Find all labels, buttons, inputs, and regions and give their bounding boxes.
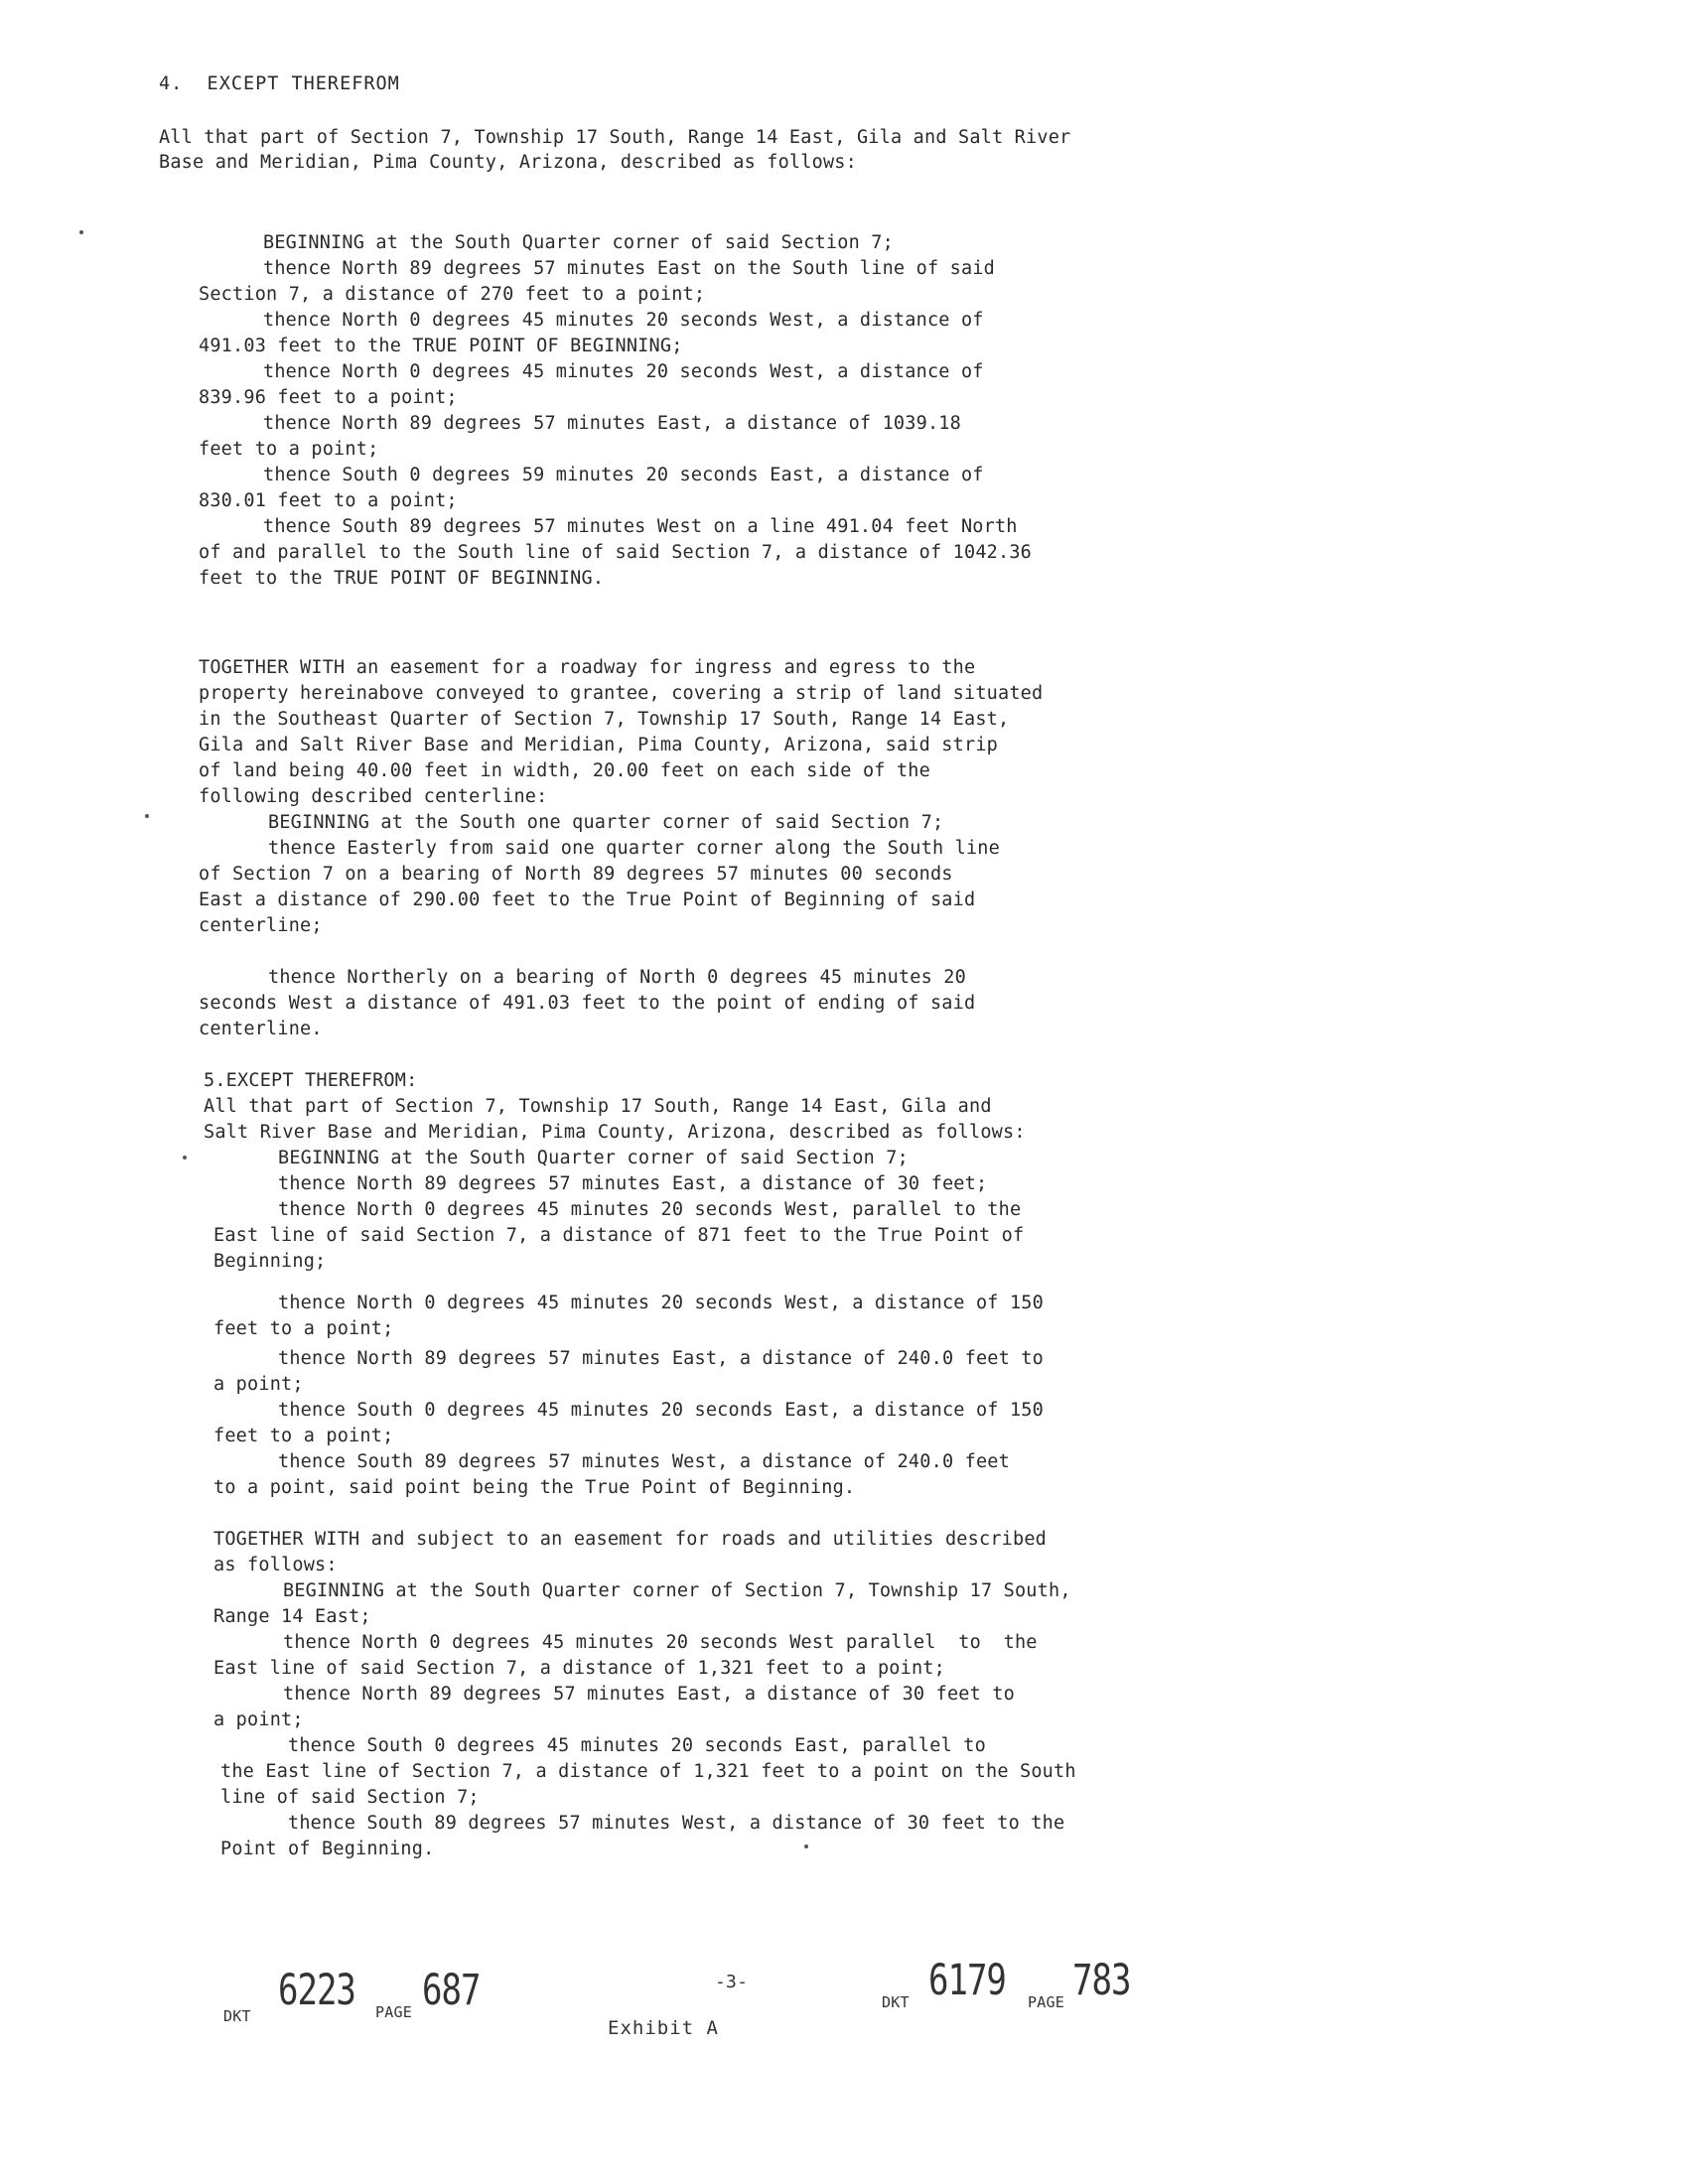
together-2-line: BEGINNING at the South Quarter corner of Section 7, Township 17 South, — [283, 1580, 1071, 1601]
margin-mark — [183, 1156, 187, 1160]
section-4-line: thence North 89 degrees 57 minutes East, a distance of 1039.18 — [263, 413, 961, 434]
page-marker: -3- — [715, 1972, 749, 1992]
section-5-line: a point; — [213, 1374, 304, 1395]
together-1-line: BEGINNING at the South one quarter corner of said Section 7; — [268, 812, 944, 833]
together-1-line: following described centerline: — [199, 786, 548, 807]
together-2-line: TOGETHER WITH and subject to an easement for roads and utilities described — [213, 1529, 1048, 1550]
section-5-line: feet to a point; — [213, 1318, 394, 1339]
together-2-line: thence North 0 degrees 45 minutes 20 seconds West parallel to the — [283, 1632, 1038, 1653]
section-5-line: Salt River Base and Meridian, Pima County, Arizona, described as follows: — [204, 1122, 1026, 1143]
left-page-number: 687 — [422, 1966, 481, 2015]
together-1-line: TOGETHER WITH an easement for a roadway for ingress and egress to the — [199, 657, 976, 678]
together-1-line: Gila and Salt River Base and Meridian, Pima County, Arizona, said strip — [199, 735, 998, 755]
margin-mark — [145, 814, 149, 818]
together-2-line: the East line of Section 7, a distance of 1,321 feet to a point on the South — [220, 1761, 1076, 1782]
together-1-line: thence Easterly from said one quarter corner along the South line — [268, 838, 1000, 859]
margin-mark — [79, 230, 83, 234]
section-5-line: to a point, said point being the True Point of Beginning. — [213, 1477, 856, 1498]
together-2-line: as follows: — [213, 1555, 338, 1575]
section-5-heading: 5.EXCEPT THEREFROM: — [204, 1070, 418, 1091]
section-5-line: feet to a point; — [213, 1426, 394, 1446]
section-4-line: feet to the TRUE POINT OF BEGINNING. — [199, 568, 605, 589]
left-page-label: PAGE — [375, 2003, 412, 2021]
section-4-line: 839.96 feet to a point; — [199, 387, 458, 408]
section-4-line: thence North 0 degrees 45 minutes 20 seconds West, a distance of — [263, 361, 984, 382]
section-4-line: Base and Meridian, Pima County, Arizona, described as follows: — [159, 152, 857, 173]
section-5-line: BEGINNING at the South Quarter corner of said Section 7; — [278, 1148, 909, 1168]
section-4-line: feet to a point; — [199, 439, 379, 460]
together-2-line: East line of said Section 7, a distance of 1,321 feet to a point; — [213, 1658, 945, 1679]
right-page-number: 783 — [1072, 1956, 1131, 2005]
together-2-line: Point of Beginning. — [220, 1839, 435, 1859]
section-4-line: of and parallel to the South line of said Section 7, a distance of 1042.36 — [199, 542, 1033, 563]
together-1-line: East a distance of 290.00 feet to the True Point of Beginning of said — [199, 889, 976, 910]
section-5-line: thence North 0 degrees 45 minutes 20 seconds West, parallel to the — [278, 1199, 1022, 1220]
together-2-line: thence South 0 degrees 45 minutes 20 seconds East, parallel to — [288, 1735, 986, 1756]
right-docket-number: 6179 — [928, 1956, 1006, 2005]
section-5-line: thence North 89 degrees 57 minutes East, a distance of 30 feet; — [278, 1173, 988, 1194]
together-1-line: seconds West a distance of 491.03 feet to the point of ending of said — [199, 993, 976, 1014]
together-2-line: line of said Section 7; — [220, 1787, 480, 1808]
section-4-line: 491.03 feet to the TRUE POINT OF BEGINNING; — [199, 336, 683, 356]
right-docket-prefix: DKT — [882, 1993, 910, 2011]
right-page-label: PAGE — [1028, 1993, 1064, 2011]
section-4-line: All that part of Section 7, Township 17 South, Range 14 East, Gila and Salt River — [159, 127, 1071, 148]
section-4-line: thence North 0 degrees 45 minutes 20 seconds West, a distance of — [263, 310, 984, 331]
section-4-line: 830.01 feet to a point; — [199, 490, 458, 511]
section-5-line: East line of said Section 7, a distance of 871 feet to the True Point of — [213, 1225, 1025, 1246]
together-1-line: centerline. — [199, 1019, 323, 1039]
left-docket-prefix: DKT — [223, 2007, 251, 2025]
section-5-line: thence North 0 degrees 45 minutes 20 seconds West, a distance of 150 — [278, 1293, 1044, 1313]
section-5-line: Beginning; — [213, 1251, 327, 1272]
together-1-line: of Section 7 on a bearing of North 89 degrees 57 minutes 00 seconds — [199, 864, 953, 885]
section-4-line: Section 7, a distance of 270 feet to a point; — [199, 284, 706, 305]
exhibit-label: Exhibit A — [608, 2017, 719, 2039]
together-2-line: Range 14 East; — [213, 1606, 371, 1627]
together-1-line: property hereinabove conveyed to grantee, covering a strip of land situated — [199, 683, 1044, 704]
together-1-line: of land being 40.00 feet in width, 20.00 feet on each side of the — [199, 760, 930, 781]
section-5-line: thence South 89 degrees 57 minutes West, a distance of 240.0 feet — [278, 1451, 1010, 1472]
section-4-heading: 4. EXCEPT THEREFROM — [159, 73, 400, 94]
section-4-line: thence South 89 degrees 57 minutes West on a line 491.04 feet North — [263, 516, 1018, 537]
together-1-line: in the Southeast Quarter of Section 7, Township 17 South, Range 14 East, — [199, 709, 1010, 730]
section-4-line: thence North 89 degrees 57 minutes East on the South line of said — [263, 258, 995, 279]
section-5-line: thence North 89 degrees 57 minutes East, a distance of 240.0 feet to — [278, 1348, 1044, 1369]
section-5-line: thence South 0 degrees 45 minutes 20 seconds East, a distance of 150 — [278, 1400, 1044, 1421]
left-docket-number: 6223 — [278, 1966, 355, 2015]
section-5-line: All that part of Section 7, Township 17 South, Range 14 East, Gila and — [204, 1096, 992, 1117]
together-1-line: centerline; — [199, 915, 323, 936]
section-4-line: thence South 0 degrees 59 minutes 20 seconds East, a distance of — [263, 465, 984, 485]
section-4-line: BEGINNING at the South Quarter corner of said Section 7; — [263, 232, 894, 253]
together-2-line: thence South 89 degrees 57 minutes West, a distance of 30 feet to the — [288, 1813, 1065, 1834]
margin-mark — [804, 1844, 808, 1848]
together-2-line: a point; — [213, 1709, 304, 1730]
together-2-line: thence North 89 degrees 57 minutes East, a distance of 30 feet to — [283, 1684, 1015, 1705]
together-1-line: thence Northerly on a bearing of North 0 degrees 45 minutes 20 — [268, 967, 966, 988]
